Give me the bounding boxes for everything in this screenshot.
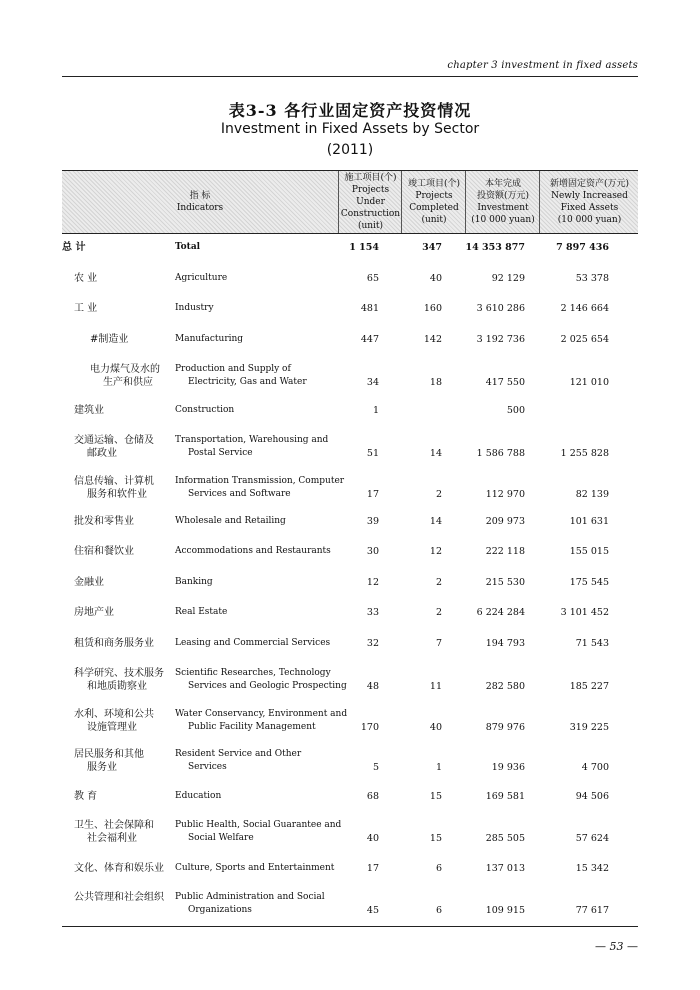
row-label-en — [175, 302, 214, 315]
row-label-en-line: Culture, Sports and Entertainment — [175, 863, 335, 873]
table-row — [62, 475, 638, 501]
cell-completed: 40 — [429, 273, 442, 284]
cell-fixed: 319 225 — [569, 722, 609, 733]
row-label-zh-line: 生产和供应 — [103, 377, 153, 388]
cell-completed: 2 — [435, 489, 442, 500]
cell-under: 45 — [366, 905, 379, 916]
cell-completed: 18 — [429, 377, 442, 388]
header-indicators-en: Indicators — [176, 203, 224, 213]
row-label-zh-line: 水利、环境和公共 — [74, 709, 154, 720]
row-label-zh — [74, 576, 104, 589]
row-label-zh-line: 设施管理业 — [87, 722, 137, 733]
header-text: Investment — [477, 203, 529, 213]
row-label-en-line: Real Estate — [175, 607, 228, 617]
row-label-zh — [74, 606, 114, 619]
cell-under: 30 — [366, 546, 379, 557]
header-text: Construction — [340, 209, 401, 219]
row-label-en — [175, 475, 344, 501]
header-fixed-assets — [539, 171, 639, 233]
row-label-en-line: Services and Geologic Prospecting — [188, 681, 347, 691]
cell-investment: 879 976 — [485, 722, 525, 733]
cell-under: 48 — [366, 681, 379, 692]
row-label-en — [175, 667, 347, 693]
row-label-zh-line: 科学研究、技术服务 — [74, 668, 164, 679]
row-label-en-line: Services — [188, 762, 227, 772]
row-label-zh — [74, 667, 164, 693]
row-label-zh-line: 电力煤气及水的 — [90, 364, 160, 375]
row-label-en — [175, 819, 341, 845]
cell-under: 32 — [366, 638, 379, 649]
header-under-construction — [338, 171, 402, 233]
cell-fixed: 101 631 — [569, 516, 609, 527]
cell-under: 1 — [372, 405, 379, 416]
table-row — [62, 302, 638, 315]
cell-investment: 3 610 286 — [476, 303, 525, 314]
header-text: (10 000 yuan) — [471, 215, 535, 225]
cell-fixed: 57 624 — [575, 833, 609, 844]
header-text: (10 000 yuan) — [557, 215, 622, 225]
cell-under: 17 — [366, 489, 379, 500]
row-label-en-line: Education — [175, 791, 222, 801]
row-label-en-line: Public Administration and Social — [175, 892, 325, 902]
row-label-en — [175, 515, 286, 528]
header-investment — [465, 171, 540, 233]
table-row — [62, 333, 638, 346]
cell-fixed: 175 545 — [569, 577, 609, 588]
cell-fixed: 121 010 — [569, 377, 609, 388]
header-text: Newly Increased — [551, 191, 628, 201]
header-text: Projects Under — [351, 185, 390, 207]
cell-completed: 2 — [435, 577, 442, 588]
header-rule — [62, 76, 638, 77]
cell-investment: 500 — [506, 405, 525, 416]
row-label-en-line: Services and Software — [188, 489, 291, 499]
row-label-zh-line: 工 业 — [74, 303, 98, 314]
row-label-en-line: Manufacturing — [175, 334, 244, 344]
table-row — [62, 891, 638, 917]
cell-investment: 169 581 — [485, 791, 525, 802]
cell-completed: 40 — [429, 722, 442, 733]
row-label-en-line: Organizations — [188, 905, 252, 915]
cell-investment: 1 586 788 — [476, 448, 525, 459]
row-label-zh — [62, 241, 85, 254]
table-row — [62, 434, 638, 460]
row-label-zh-line: 交通运输、仓储及 — [74, 435, 154, 446]
row-label-zh-line: 信息传输、计算机 — [74, 476, 154, 487]
cell-under: 447 — [360, 334, 379, 345]
row-label-en — [175, 606, 227, 619]
table-row — [62, 272, 638, 285]
cell-fixed: 185 227 — [569, 681, 609, 692]
cell-under: 5 — [372, 762, 379, 773]
row-label-zh — [74, 708, 154, 734]
cell-under: 40 — [366, 833, 379, 844]
header-text: 本年完成 — [484, 179, 521, 189]
row-label-en — [175, 637, 330, 650]
table-row — [62, 363, 638, 389]
row-label-zh — [74, 819, 154, 845]
table-row — [62, 790, 638, 803]
cell-fixed: 7 897 436 — [556, 242, 609, 253]
row-label-en — [175, 576, 213, 589]
row-label-en — [175, 545, 331, 558]
cell-under: 39 — [366, 516, 379, 527]
row-label-en — [175, 790, 221, 803]
row-label-en-line: Water Conservancy, Environment and — [175, 709, 348, 719]
row-label-zh — [74, 515, 134, 528]
row-label-en-line: Scientific Researches, Technology — [175, 668, 331, 678]
row-label-zh — [74, 475, 154, 501]
row-label-en — [175, 748, 301, 774]
table-row — [62, 545, 638, 558]
row-label-zh — [74, 637, 154, 650]
cell-investment: 417 550 — [485, 377, 525, 388]
row-label-en-line: Leasing and Commercial Services — [175, 638, 331, 648]
row-label-en-line: Total — [175, 242, 201, 252]
cell-completed: 1 — [435, 762, 442, 773]
cell-investment: 6 224 284 — [476, 607, 525, 618]
row-label-zh-line: 卫生、社会保障和 — [74, 820, 154, 831]
table-row — [62, 404, 638, 417]
table-title-english: Investment in Fixed Assets by Sector — [220, 121, 480, 137]
cell-under: 65 — [366, 273, 379, 284]
row-label-zh-line: 批发和零售业 — [74, 516, 134, 527]
cell-completed: 14 — [429, 448, 442, 459]
table-row — [62, 606, 638, 619]
cell-investment: 194 793 — [485, 638, 525, 649]
page-number: — 53 — — [595, 940, 638, 953]
row-label-zh-line: 金融业 — [74, 577, 104, 588]
table-row — [62, 576, 638, 589]
row-label-zh-line: 建筑业 — [74, 405, 104, 416]
table-row — [62, 667, 638, 693]
row-label-zh-line: 社会福利业 — [87, 833, 137, 844]
cell-under: 12 — [366, 577, 379, 588]
cell-fixed: 2 025 654 — [560, 334, 609, 345]
row-label-zh-line: 服务和软件业 — [87, 489, 147, 500]
table-row — [62, 862, 638, 875]
row-label-zh — [74, 404, 104, 417]
row-label-zh — [74, 891, 164, 904]
cell-fixed: 82 139 — [575, 489, 609, 500]
cell-fixed: 53 378 — [575, 273, 609, 284]
cell-fixed: 71 543 — [575, 638, 609, 649]
row-label-zh-line: 房地产业 — [74, 607, 114, 618]
row-label-zh-line: 文化、体育和娱乐业 — [74, 863, 164, 874]
cell-under: 34 — [366, 377, 379, 388]
header-indicators-zh: 指 标 — [189, 191, 211, 201]
header-text: 施工项目(个) — [344, 173, 397, 183]
header-text: 新增固定资产(万元) — [549, 179, 630, 189]
cell-investment: 3 192 736 — [476, 334, 525, 345]
row-label-zh-line: 住宿和餐饮业 — [74, 546, 134, 557]
row-label-en-line: Electricity, Gas and Water — [188, 377, 307, 387]
row-label-en — [175, 404, 234, 417]
cell-completed: 15 — [429, 791, 442, 802]
header-text: (unit) — [421, 215, 447, 225]
cell-fixed: 77 617 — [575, 905, 609, 916]
cell-completed: 347 — [422, 242, 442, 253]
row-label-en-line: Social Welfare — [188, 833, 254, 843]
row-label-zh — [90, 363, 160, 389]
header-text: Completed — [409, 203, 459, 213]
cell-under: 170 — [360, 722, 379, 733]
running-head: chapter 3 investment in fixed assets — [447, 60, 638, 71]
row-label-en-line: Transportation, Warehousing and — [175, 435, 329, 445]
row-label-en-line: Postal Service — [188, 448, 253, 458]
row-label-zh-line: 邮政业 — [87, 448, 117, 459]
cell-under: 17 — [366, 863, 379, 874]
row-label-en — [175, 862, 334, 875]
cell-investment: 92 129 — [491, 273, 525, 284]
cell-under: 68 — [366, 791, 379, 802]
row-label-zh — [74, 862, 164, 875]
cell-investment: 282 580 — [485, 681, 525, 692]
row-label-en — [175, 891, 325, 917]
cell-completed: 6 — [435, 863, 442, 874]
cell-investment: 215 530 — [485, 577, 525, 588]
cell-completed: 11 — [429, 681, 442, 692]
cell-completed: 7 — [435, 638, 442, 649]
cell-investment: 109 915 — [485, 905, 525, 916]
row-label-en-line: Resident Service and Other — [175, 749, 302, 759]
cell-investment: 222 118 — [485, 546, 525, 557]
row-label-en — [175, 241, 200, 254]
row-label-zh-line: 农 业 — [74, 273, 98, 284]
cell-under: 1 154 — [349, 242, 379, 253]
table-row — [62, 637, 638, 650]
row-label-zh — [74, 302, 97, 315]
table-row — [62, 708, 638, 734]
cell-fixed: 155 015 — [569, 546, 609, 557]
cell-fixed: 1 255 828 — [560, 448, 609, 459]
cell-investment: 112 970 — [485, 489, 525, 500]
header-text: Fixed Assets — [560, 203, 619, 213]
cell-investment: 14 353 877 — [465, 242, 525, 253]
table-row — [62, 748, 638, 774]
header-text: 竣工项目(个) — [407, 179, 461, 189]
row-label-en-line: Production and Supply of — [175, 364, 291, 374]
header-indicators — [62, 171, 338, 233]
cell-investment: 209 973 — [485, 516, 525, 527]
cell-under: 51 — [366, 448, 379, 459]
row-label-zh — [74, 272, 97, 285]
cell-investment: 19 936 — [491, 762, 525, 773]
row-label-zh-line: 教 育 — [74, 791, 98, 802]
cell-completed: 12 — [429, 546, 442, 557]
row-label-en — [175, 333, 243, 346]
cell-under: 481 — [360, 303, 379, 314]
cell-fixed: 3 101 452 — [560, 607, 609, 618]
row-label-zh-line: 和地质勘察业 — [87, 681, 147, 692]
cell-under: 33 — [366, 607, 379, 618]
table-title-year: (2011) — [326, 142, 374, 158]
header-text: Projects — [415, 191, 453, 201]
row-label-en-line: Industry — [175, 303, 214, 313]
row-label-zh — [74, 545, 134, 558]
table-bottom-rule — [62, 926, 638, 927]
header-text: (unit) — [357, 221, 384, 231]
cell-investment: 137 013 — [485, 863, 525, 874]
row-label-en — [175, 708, 347, 734]
cell-completed: 15 — [429, 833, 442, 844]
row-label-en-line: Accommodations and Restaurants — [175, 546, 331, 556]
row-label-en-line: Construction — [175, 405, 235, 415]
table-row — [62, 515, 638, 528]
table-header — [62, 171, 638, 234]
row-label-zh — [90, 333, 128, 346]
table-title-chinese: 表3-3 各行业固定资产投资情况 — [228, 101, 472, 120]
cell-completed: 6 — [435, 905, 442, 916]
row-label-zh-line: 公共管理和社会组织 — [74, 892, 164, 903]
row-label-zh — [74, 748, 144, 774]
cell-completed: 2 — [435, 607, 442, 618]
row-label-en-line: Information Transmission, Computer — [175, 476, 345, 486]
row-label-en-line: Public Facility Management — [188, 722, 316, 732]
cell-completed: 142 — [423, 334, 442, 345]
row-label-en — [175, 272, 227, 285]
row-label-zh-line: 总 计 — [62, 242, 86, 253]
row-label-zh — [74, 434, 154, 460]
row-label-en-line: Public Health, Social Guarantee and — [175, 820, 342, 830]
cell-fixed: 2 146 664 — [560, 303, 609, 314]
header-completed — [401, 171, 466, 233]
row-label-en-line: Agriculture — [175, 273, 228, 283]
row-label-en-line: Banking — [175, 577, 213, 587]
cell-investment: 285 505 — [485, 833, 525, 844]
row-label-en — [175, 363, 307, 389]
cell-fixed: 94 506 — [575, 791, 609, 802]
table-row — [62, 241, 638, 254]
cell-completed: 160 — [423, 303, 442, 314]
row-label-zh-line: #制造业 — [90, 334, 129, 345]
cell-fixed: 15 342 — [575, 863, 609, 874]
row-label-zh — [74, 790, 97, 803]
row-label-zh-line: 服务业 — [87, 762, 117, 773]
cell-fixed: 4 700 — [581, 762, 609, 773]
row-label-zh-line: 居民服务和其他 — [74, 749, 144, 760]
cell-completed: 14 — [429, 516, 442, 527]
row-label-en — [175, 434, 328, 460]
row-label-zh-line: 租赁和商务服务业 — [74, 638, 154, 649]
table-row — [62, 819, 638, 845]
row-label-en-line: Wholesale and Retailing — [175, 516, 286, 526]
header-text: 投资额(万元) — [476, 191, 530, 201]
